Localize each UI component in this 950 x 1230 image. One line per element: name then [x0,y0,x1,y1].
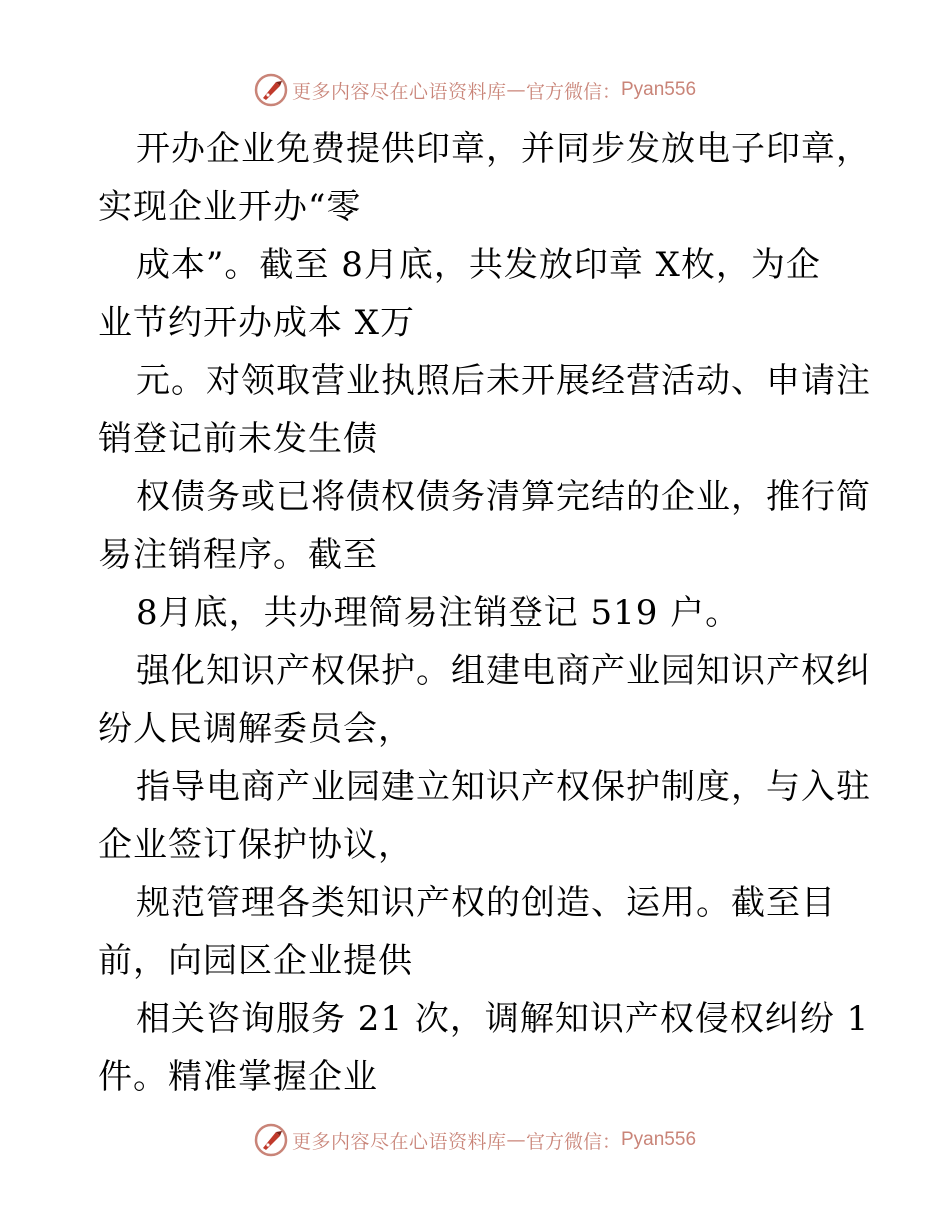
text-line: 开办企业免费提供印章，并同步发放电子印章， [136,129,871,169]
text-line: 件。精准掌握企业 [98,1057,378,1097]
text-line: 强化知识产权保护。组建电商产业园知识产权纠 [136,651,871,691]
text-line: 元。对领取营业执照后未开展经营活动、申请注 [136,361,871,401]
text-line: 相关咨询服务 21 次，调解知识产权侵权纠纷 1 [136,999,870,1039]
text-line: 实现企业开办“零 [98,187,362,227]
header-watermark [0,70,950,110]
watermark-text: 更多内容尽在心语资料库 [291,1130,507,1153]
watermark-text: 更多内容尽在心语资料库 [291,80,507,103]
pen-nib-logo-icon [254,1123,288,1157]
text-line: 易注销程序。截至 [98,535,378,575]
text-line: 企业签订保护协议， [98,825,413,865]
watermark-separator: — [506,1129,526,1151]
text-line: 权债务或已将债权债务清算完结的企业，推行简 [136,477,871,517]
watermark-contact-id: Pyan556 [621,1129,697,1150]
pen-nib-logo-icon [254,73,288,107]
text-line: 前，向园区企业提供 [98,941,413,981]
watermark-contact-label: 官方微信： [525,1130,621,1153]
watermark-contact-id: Pyan556 [621,79,697,100]
text-line: 8月底，共办理简易注销登记 519 户。 [136,593,741,633]
text-line: 成本”。截至 8月底，共发放印章 X枚，为企 [136,245,821,285]
text-line: 业节约开办成本 X万 [98,303,416,343]
document-body [98,120,871,1106]
text-line: 规范管理各类知识产权的创造、运用。截至目 [136,883,836,923]
watermark-contact-label: 官方微信： [525,80,621,103]
text-line: 销登记前未发生债 [98,419,378,459]
watermark-separator: — [506,79,526,101]
text-line: 指导电商产业园建立知识产权保护制度，与入驻 [136,767,871,807]
footer-watermark [0,1120,950,1160]
text-line: 纷人民调解委员会， [98,709,413,749]
